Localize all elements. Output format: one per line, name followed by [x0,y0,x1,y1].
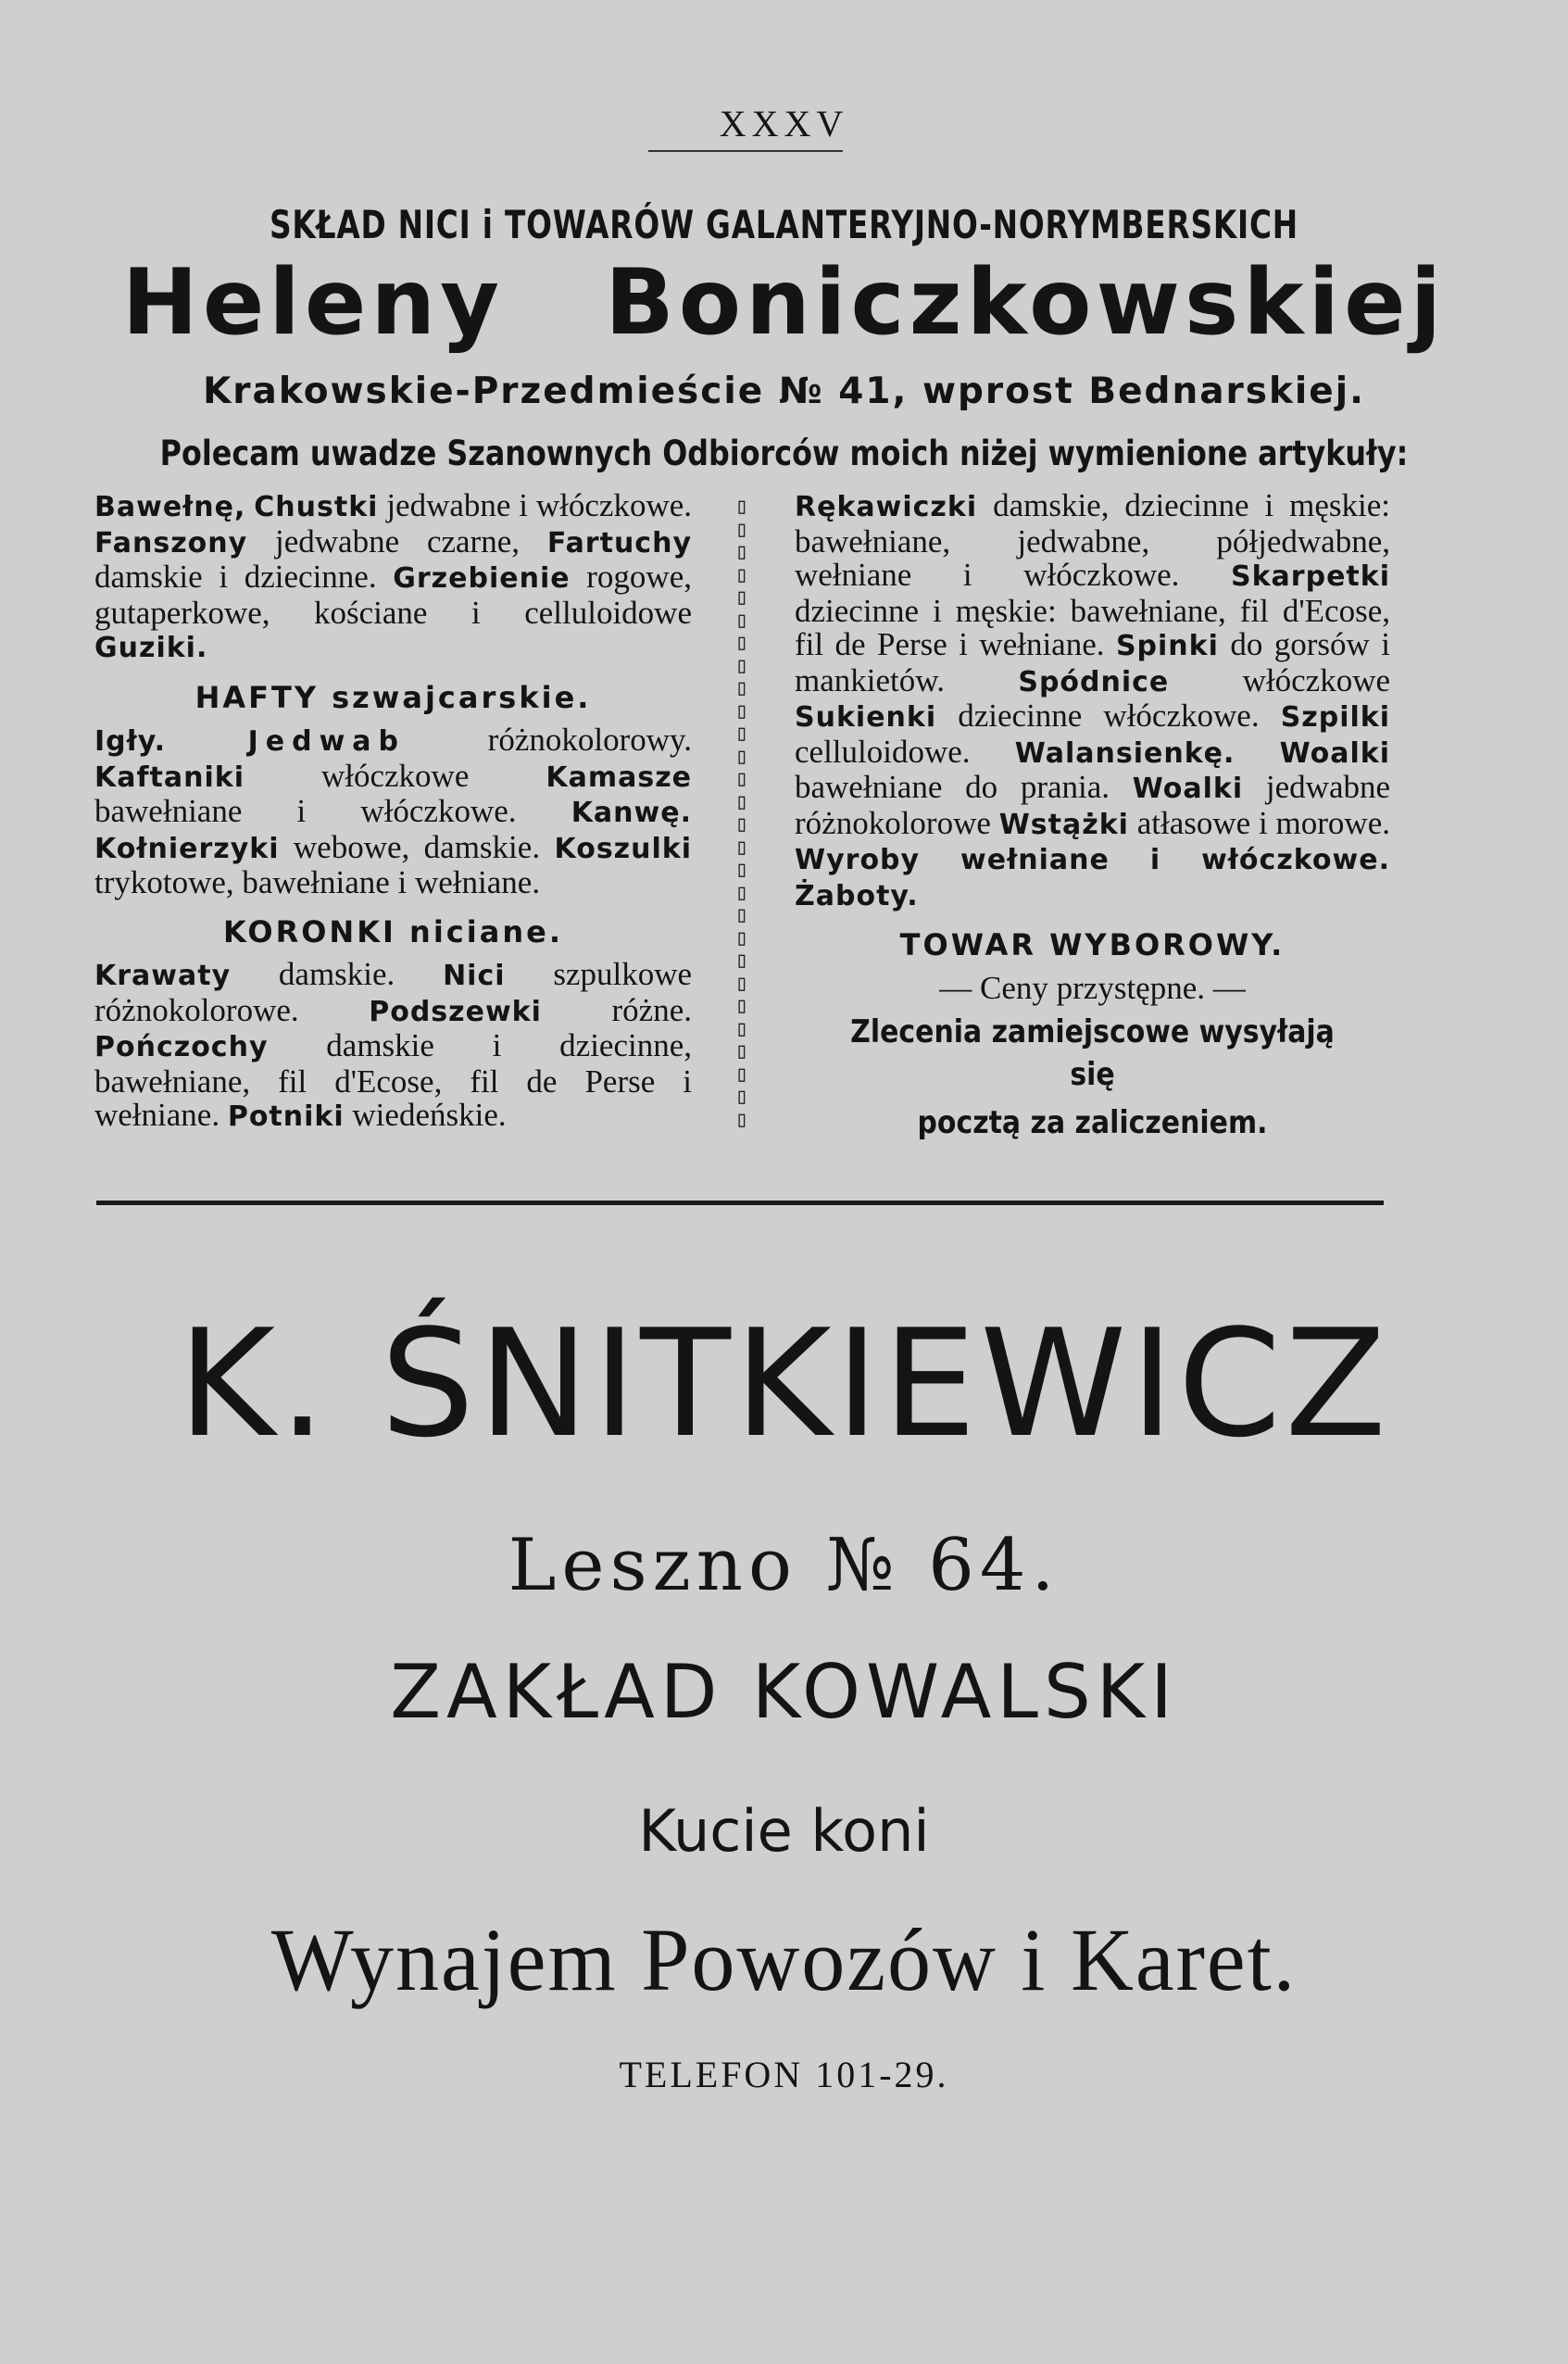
ad1-supertitle: SKŁAD NICI i TOWARÓW GALANTERYJNO-NORYMBERSKICH [269,202,1298,247]
item-text: Kaftaniki [94,761,245,794]
left-paragraph-2 [94,723,692,900]
item-text: Bawełnę, [94,491,246,523]
item-text: Spódnice [1018,665,1170,698]
item-text: damskie, dziecinne i męskie: bawełniane, jedwabne, półjedwabne, wełniane i włóczkowe. [795,487,1390,593]
orders-line-1: Zlecenia zamiejscowe wysyłają się [850,1013,1335,1093]
item-text: Skarpetki [1231,560,1390,593]
item-text: Kołnierzyki [94,832,280,865]
item-text: Szpilki [1280,701,1391,734]
item-text: Nici [443,960,506,992]
left-heading-hafty: HAFTY szwajcarskie. [194,679,592,715]
item-text: włóczkowe [1242,661,1391,698]
item-text: Wyroby wełniane i włóczkowe. [795,844,1390,876]
page-number-rule [648,150,843,152]
item-text: trykotowe, bawełniane i wełniane. [94,864,541,900]
item-text: szpulkowe różnokolorowe. [94,956,693,1028]
item-text: Rękawiczki [795,491,978,523]
left-paragraph-3 [94,958,692,1135]
item-text: rogowe, gutaperkowe, kościane i celluloidowe [94,559,692,631]
right-paragraph-1 [795,489,1390,913]
item-text: jedwabne różnokolorowe [795,769,1391,841]
item-text: Potniki [227,1100,345,1133]
item-text: Igły. [94,725,166,758]
item-text: Wstążki [998,808,1129,841]
item-text: Walansienkę. [1014,736,1236,770]
ad2-trade: ZAKŁAD KOWALSKI [390,1649,1178,1735]
item-text: Pończochy [94,1031,269,1063]
ad1-left-column [94,489,692,1135]
item-text: damskie i dziecinne, bawełniane, fil d'Ecose, fil de Perse i wełniane. [94,1027,693,1133]
item-text: włóczkowe [320,757,470,794]
right-heading-towar: TOWAR WYBOROWY. [899,927,1286,962]
item-text: Krawaty [94,960,232,992]
orders-line-2: pocztą za zaliczeniem. [917,1104,1268,1141]
ad2-phone: TELEFON 101-29. [619,2054,949,2095]
item-text: Żaboty. [795,879,919,912]
item-text: bawełniane do prania. [795,769,1110,805]
item-text: do gorsów i mankietów. [795,626,1390,698]
item-text: różnokolorowy. [487,722,692,758]
item-text: Podszewki [369,995,542,1028]
ad1-address: Krakowskie-Przedmieście № 41, wprost Bednarskiej. [203,371,1365,412]
item-text: różne. [611,991,692,1028]
item-text: atłasowe i morowe. [1136,804,1390,841]
item-text: Woalki [1279,736,1391,770]
item-text: Kamasze [546,761,693,794]
ad2-firm-name: K. ŚNITKIEWICZ [178,1297,1390,1470]
item-text: jedwabne czarne, [275,522,520,560]
item-text: Jedwab [247,725,407,758]
item-text: webowe, damskie. [293,828,541,865]
item-text: Koszulki [554,832,693,865]
ad2-service: Kucie koni [638,1797,930,1865]
item-text: dziecinne włóczkowe. [958,698,1260,734]
ad1-intro: Polecam uwadze Szanownych Odbiorców moich niżej wymienione artykuły: [159,434,1409,473]
item-text: Fartuchy [546,526,692,560]
column-ornament: ▯ ▯ ▯ ▯ ▯ ▯ ▯ ▯ ▯ ▯ ▯ ▯ ▯ ▯ ▯ ▯ ▯ ▯ ▯ ▯ ▯ ▯ ▯ ▯ ▯ ▯ ▯ ▯ [734,493,749,1132]
item-text: bawełniane i włóczkowe. [94,793,517,829]
item-text: jedwabne i włóczkowe. [386,487,693,523]
item-text: Chustki [254,491,379,523]
ad1-right-column [795,489,1390,1144]
item-text: wiedeńskie. [352,1097,507,1133]
section-divider [96,1201,1384,1205]
ad1-company-name: Heleny Boniczkowskiej [121,250,1447,356]
item-text: Guziki. [94,632,208,664]
left-paragraph-1 [94,489,692,666]
item-text: Grzebienie [393,562,571,595]
item-text: Fanszony [94,526,248,560]
left-heading-koronki: KORONKI niciane. [223,913,563,949]
item-text: dziecinne i męskie: bawełniane, fil d'Ecose, fil de Perse i wełniane. [795,592,1390,662]
prices-line: — Ceny przystępne. — [939,969,1246,1006]
item-text: Spinki [1115,630,1219,662]
ad2-street: Leszno № 64. [508,1524,1060,1607]
item-text: Kanwę. [571,797,692,829]
item-text: celluloidowe. [795,733,971,770]
item-text: Woalki [1132,773,1244,805]
ad2-rental: Wynajem Powozów i Karet. [270,1910,1298,2009]
item-text: damskie. [278,956,395,992]
item-text: Sukienki [795,701,937,734]
page-number: XXXV [719,103,849,145]
item-text: damskie i dziecinne. [94,559,377,595]
